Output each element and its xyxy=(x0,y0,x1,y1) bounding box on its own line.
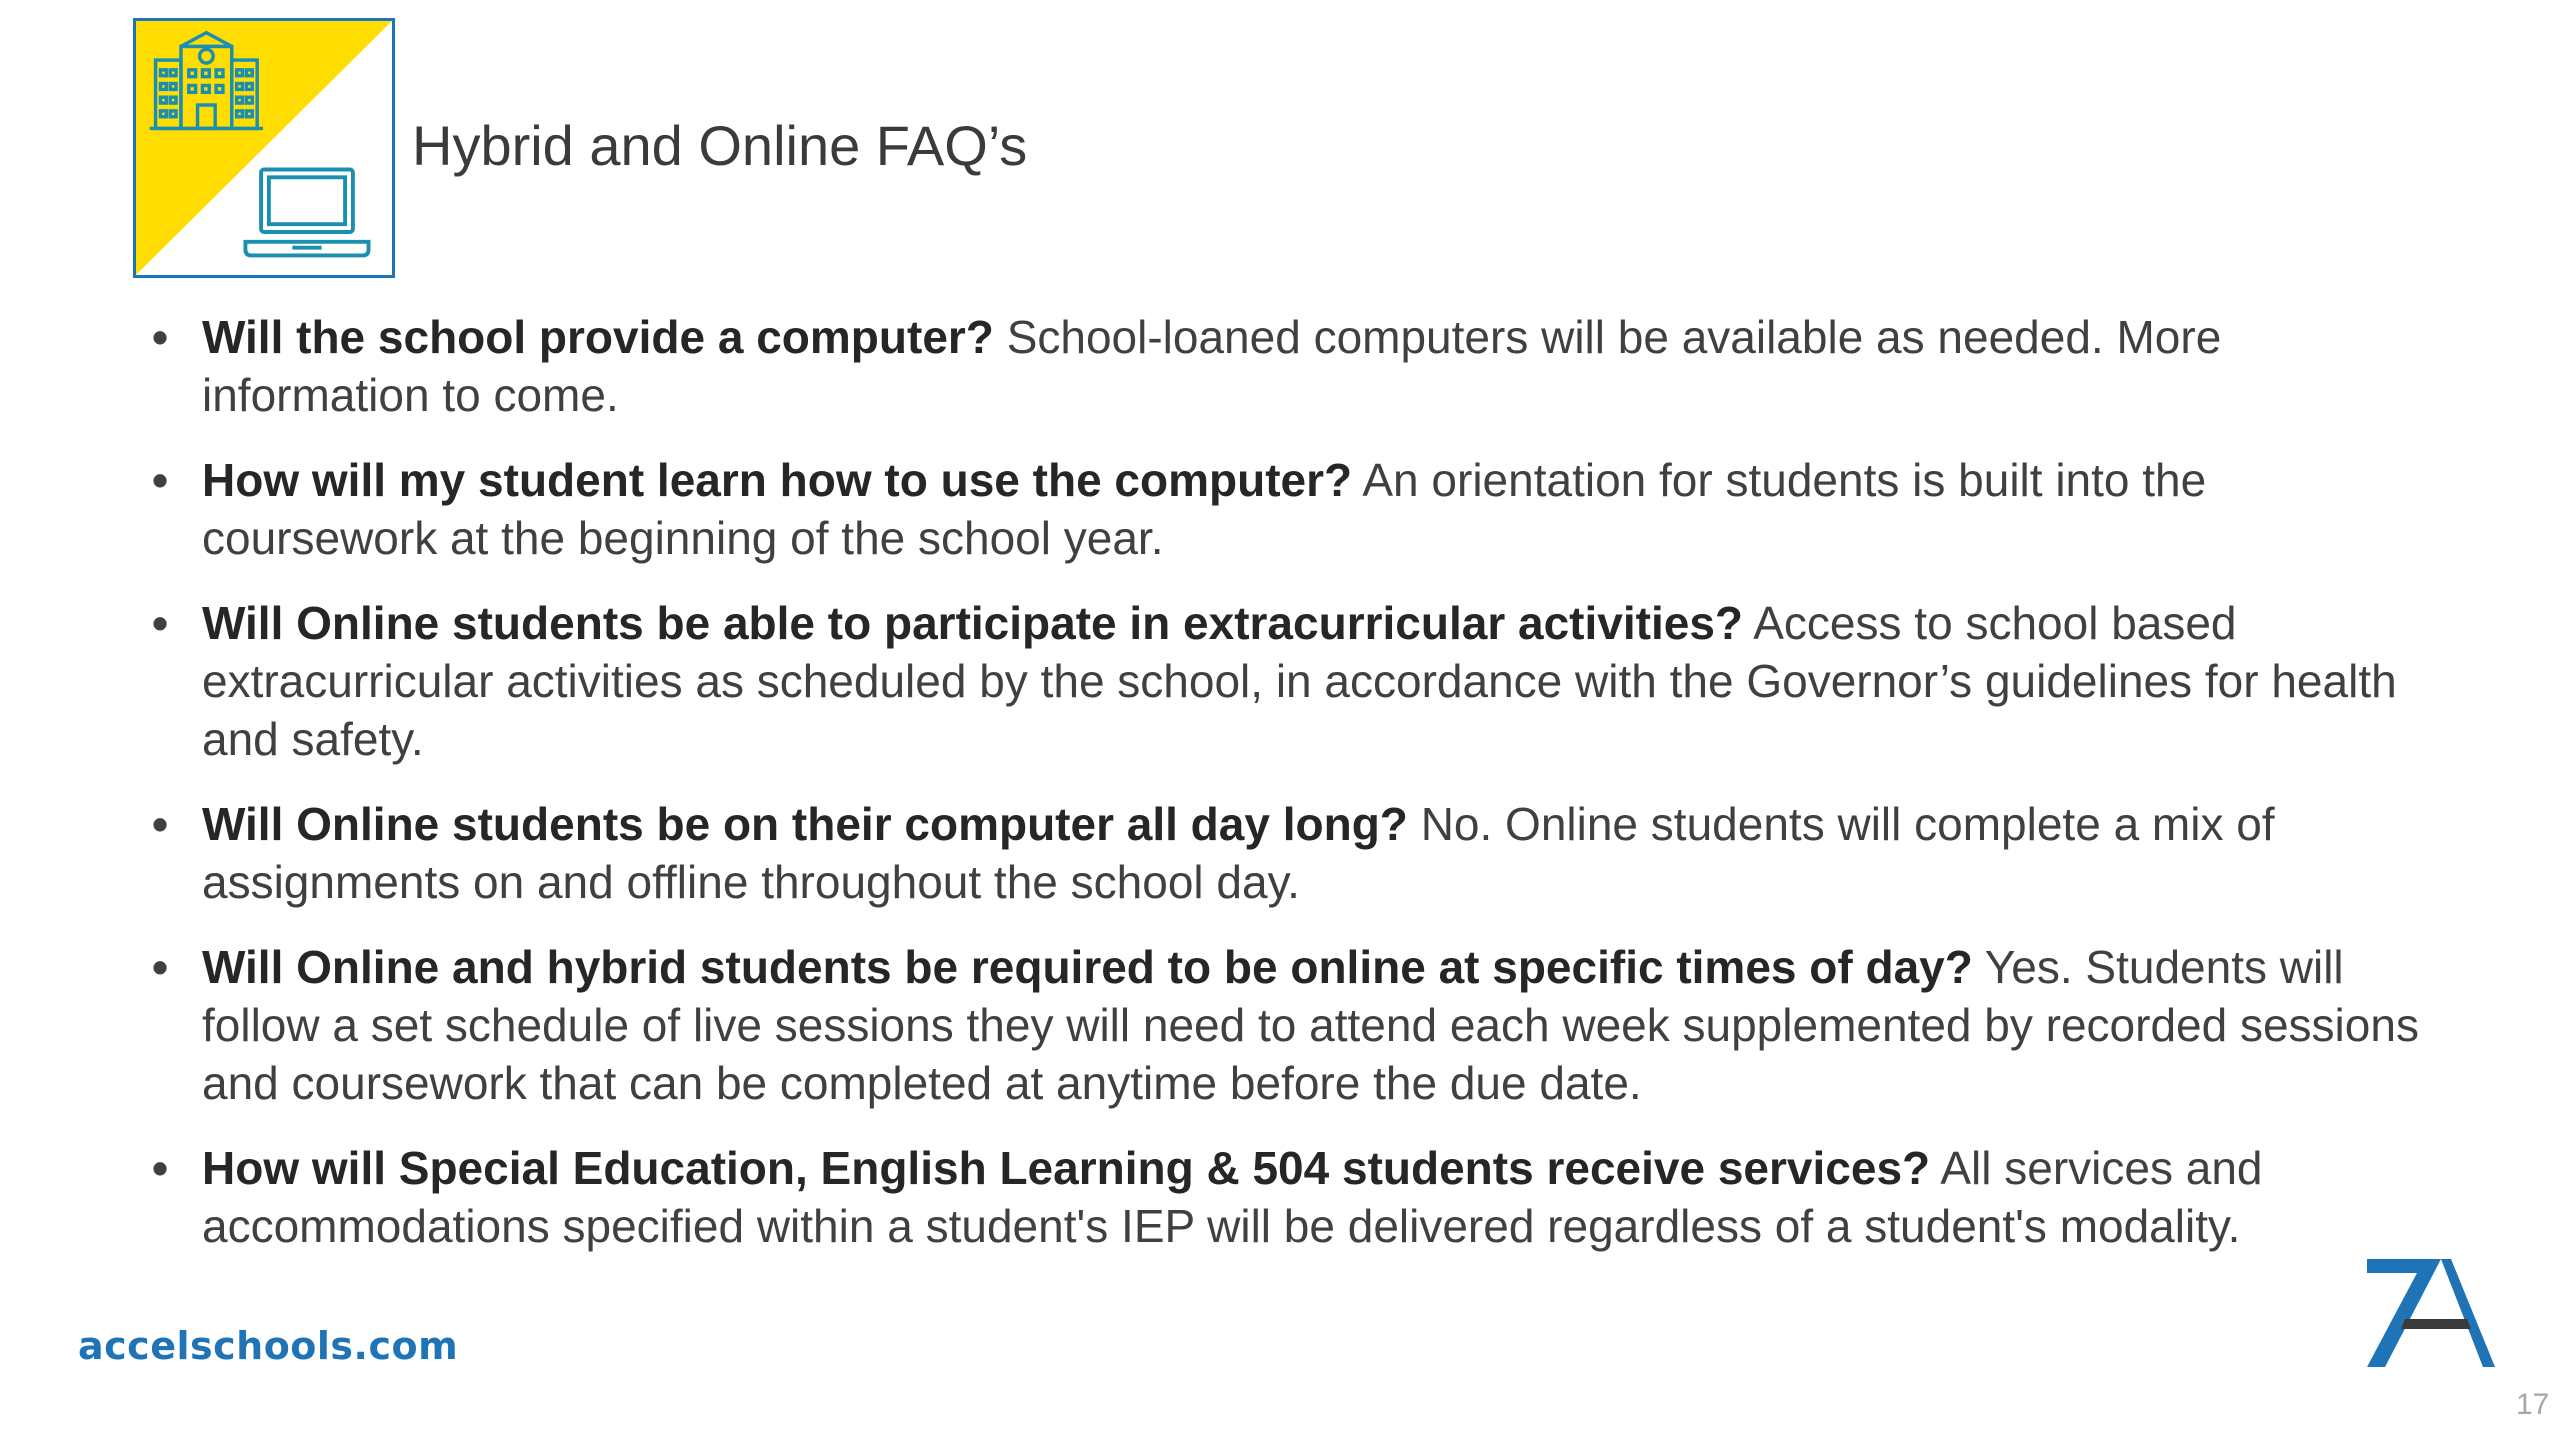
bullet: • xyxy=(152,597,169,649)
faq-question: Will Online students be on their computer all day long? xyxy=(202,798,1408,850)
accel-logo-icon xyxy=(2355,1255,2495,1371)
faq-answer: No. Online students will complete a mix of assignments on and offline throughout the school day. xyxy=(202,798,2275,908)
page-title: Hybrid and Online FAQ’s xyxy=(412,114,1028,177)
faq-answer: Access to school based extracurricular activities as scheduled by the school, in accordance with the Governor’s guidelines for health and safety. xyxy=(202,597,2397,765)
bullet: • xyxy=(152,311,169,363)
faq-item xyxy=(150,308,2430,424)
bullet: • xyxy=(152,798,169,850)
faq-question: How will Special Education, English Learning & 504 students receive services? xyxy=(202,1142,1931,1194)
slide-number: 17 xyxy=(2516,1388,2550,1421)
faq-item xyxy=(150,594,2430,768)
faq-item xyxy=(150,1139,2430,1255)
faq-question: Will the school provide a computer? xyxy=(202,311,994,363)
faq-question: Will Online and hybrid students be required to be online at specific times of day? xyxy=(202,941,1973,993)
bullet: • xyxy=(152,454,169,506)
faq-answer: Yes. Students will follow a set schedule of live sessions they will need to attend each week supplemented by recorded sessions and coursework that can be completed at anytime before the due date. xyxy=(202,941,2419,1109)
website-link[interactable]: accelschools.com xyxy=(78,1324,459,1368)
bullet: • xyxy=(152,941,169,993)
faq-item xyxy=(150,938,2430,1112)
header-icon-tile xyxy=(133,18,395,278)
faq-answer: An orientation for students is built into the coursework at the beginning of the school year. xyxy=(202,454,2207,564)
faq-item xyxy=(150,795,2430,911)
faq-list xyxy=(150,308,2430,1282)
faq-question: How will my student learn how to use the computer? xyxy=(202,454,1353,506)
faq-item xyxy=(150,451,2430,567)
bullet: • xyxy=(152,1142,169,1194)
faq-answer: All services and accommodations specified within a student's IEP will be delivered regardless of a student's modality. xyxy=(202,1142,2263,1252)
faq-question: Will Online students be able to participate in extracurricular activities? xyxy=(202,597,1743,649)
faq-answer: School-loaned computers will be available as needed. More information to come. xyxy=(202,311,2222,421)
